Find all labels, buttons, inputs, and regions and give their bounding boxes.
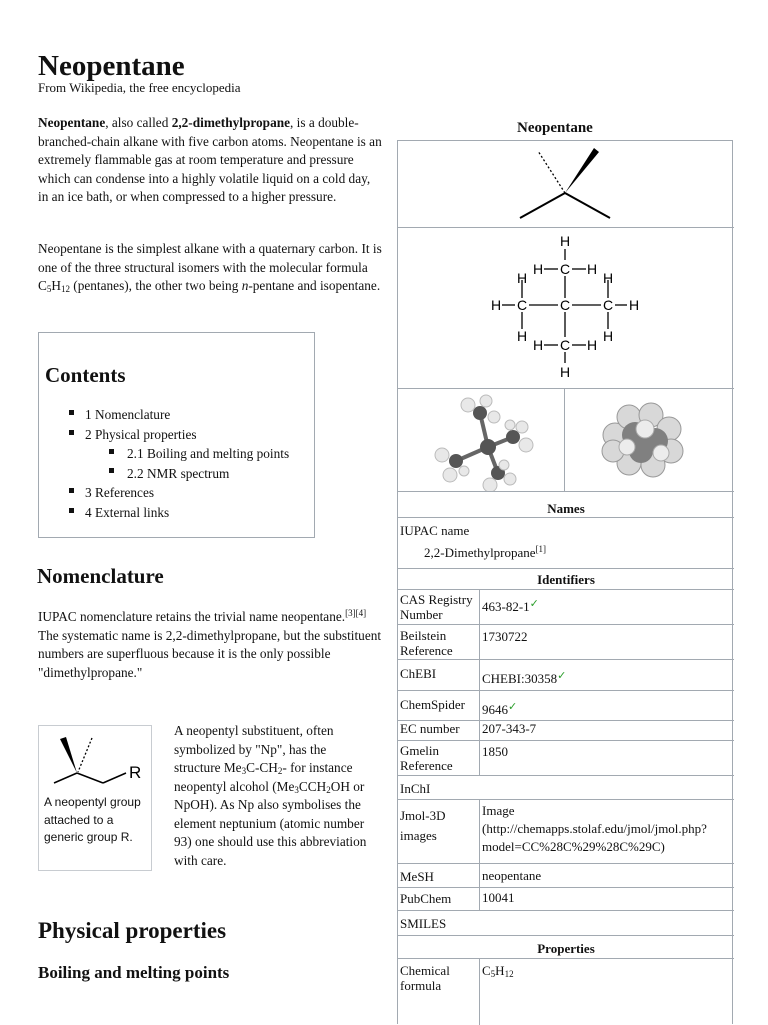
toc-item-external-links[interactable]: 4 External links	[85, 505, 170, 520]
text: -pentane and isopentane.	[248, 278, 381, 293]
atom-label: H	[532, 261, 544, 277]
subsection-heading-boiling-melting: Boiling and melting points	[38, 963, 230, 982]
structural-formula-image	[398, 228, 732, 388]
iupac-name-label: IUPAC name	[400, 523, 470, 538]
infobox-divider	[398, 958, 734, 959]
subscript: 12	[504, 969, 514, 979]
subscript: 2	[326, 784, 331, 795]
atom-label: H	[628, 297, 640, 313]
infobox-divider	[398, 910, 734, 911]
atom-label: C	[559, 297, 571, 313]
cas-value[interactable]	[482, 595, 539, 616]
infobox-divider	[398, 491, 734, 492]
intro-paragraph	[38, 114, 383, 207]
infobox	[397, 140, 733, 1024]
text: Neopentane is the simplest alkane with a quaternary carbon. It is one of the three structural isomers with the molecular formula C	[38, 241, 382, 293]
neopentyl-paragraph	[174, 722, 374, 870]
check-icon: ✓	[557, 670, 567, 682]
atom-label: C	[516, 297, 528, 313]
subscript: 5	[46, 284, 52, 294]
text: , is a double-branched-chain alkane with five carbon atoms. Neopentane is an extremely flammable gas at room temperature and pressure which can condense into a highly volatile liquid on a cold day, in an ice bath, or when compressed to a higher pressure.	[38, 115, 382, 204]
bullet-icon	[109, 468, 114, 473]
section-heading-nomenclature: Nomenclature	[37, 564, 164, 588]
properties-header: Properties	[537, 941, 595, 956]
inchi-label[interactable]: InChI	[400, 781, 431, 796]
iupac-name-value	[424, 545, 644, 560]
subscript: 3	[294, 784, 299, 795]
toc-item-references[interactable]: 3 References	[85, 485, 155, 500]
gmelin-label: Gmelin Reference	[400, 743, 453, 773]
citation-link[interactable]: [3][4]	[345, 608, 367, 618]
smiles-label[interactable]: SMILES	[400, 916, 447, 931]
bullet-icon	[69, 430, 74, 435]
beilstein-value: 1730722	[482, 629, 528, 644]
subscript: 5	[490, 969, 496, 979]
atom-label: H	[559, 233, 571, 249]
infobox-divider	[398, 935, 734, 936]
text: The systematic name is 2,2-dimethylpropane, but the substituent numbers are superfluous because it is the only possible "dimethylpropane."	[38, 627, 382, 680]
section-heading-physical-properties: Physical properties	[38, 918, 227, 943]
toc-item-nomenclature[interactable]: 1 Nomenclature	[85, 407, 171, 422]
text: C-CH	[246, 760, 278, 775]
infobox-column-divider	[479, 799, 480, 910]
text: H	[51, 278, 61, 293]
text: - for instance neopentyl alcohol (Me	[174, 760, 353, 794]
chemical-formula-value	[482, 962, 514, 980]
infobox-divider	[398, 690, 734, 691]
text: 463-82-1	[482, 599, 530, 614]
toc-item-boiling-melting[interactable]: 2.1 Boiling and melting points	[127, 446, 290, 461]
pubchem-value[interactable]: 10041	[482, 890, 515, 905]
gmelin-value: 1850	[482, 744, 508, 759]
infobox-divider	[398, 740, 734, 741]
text: CCH	[298, 778, 327, 794]
text: 9646	[482, 702, 508, 717]
infobox-title: Neopentane	[517, 120, 593, 136]
atom-label: H	[516, 270, 528, 286]
bullet-icon	[69, 508, 74, 513]
infobox-divider	[398, 775, 734, 776]
atom-label: H	[586, 337, 598, 353]
neopentyl-structure-image	[39, 726, 151, 792]
toc-item-nmr[interactable]: 2.2 NMR spectrum	[127, 466, 230, 481]
chemical-formula-label: Chemical formula	[400, 963, 450, 993]
names-header: Names	[547, 501, 585, 516]
ball-and-stick-model-image	[398, 389, 564, 491]
atom-label: C	[559, 337, 571, 353]
toc-title: Contents	[45, 363, 126, 387]
nomenclature-paragraph	[38, 608, 383, 682]
atom-label: H	[490, 297, 502, 313]
atom-label: H	[602, 328, 614, 344]
text: OH or NpOH). As Np also symbolises the element neptunium (atomic number 93) one should use this abbreviation with care.	[174, 778, 367, 868]
subscript: 2	[277, 766, 283, 776]
neopentyl-thumbnail	[38, 725, 152, 871]
bullet-icon	[109, 449, 114, 454]
mesh-label: MeSH	[400, 869, 434, 884]
identifiers-header: Identifiers	[537, 572, 595, 587]
bullet-icon	[69, 410, 74, 415]
infobox-divider	[398, 799, 734, 800]
chemspider-value[interactable]	[482, 698, 517, 719]
infobox-divider	[398, 659, 734, 660]
infobox-divider	[398, 887, 734, 888]
text: 2,2-Dimethylpropane	[424, 545, 536, 560]
subscript: 3	[241, 766, 247, 776]
beilstein-label: Beilstein Reference	[400, 628, 453, 658]
atom-label: H	[532, 337, 544, 353]
bullet-icon	[69, 488, 74, 493]
chebi-label: ChEBI	[400, 666, 437, 681]
text: IUPAC nomenclature retains the trivial name neopentane.	[38, 609, 346, 624]
atom-label: H	[586, 261, 598, 277]
toc-item-physical-properties[interactable]: 2 Physical properties	[85, 427, 197, 442]
atom-label: H	[559, 364, 571, 380]
text: A neopentyl substituent, often symbolized by "Np", has the structure Me	[174, 723, 334, 775]
skeletal-formula-image	[398, 141, 732, 227]
page-title: Neopentane	[38, 50, 185, 82]
bold-term: 2,2-dimethylpropane	[171, 115, 291, 130]
infobox-divider	[398, 517, 734, 518]
italic-text: n	[241, 278, 249, 293]
infobox-divider	[398, 624, 734, 625]
text: C	[482, 963, 491, 978]
chemspider-label: ChemSpider	[400, 697, 465, 712]
text: H	[495, 963, 505, 978]
atom-label: C	[602, 297, 614, 313]
cas-label: CAS Registry Number	[400, 592, 473, 622]
jmol-link-label[interactable]: Image	[482, 803, 515, 818]
check-icon: ✓	[529, 598, 539, 610]
check-icon: ✓	[508, 701, 518, 713]
text: CHEBI:30358	[482, 671, 558, 686]
infobox-divider	[398, 568, 734, 569]
jmol-value[interactable]	[482, 802, 707, 856]
atom-label: H	[602, 270, 614, 286]
atom-label: C	[559, 261, 571, 277]
citation-link[interactable]: [1]	[535, 544, 547, 554]
jmol-url-line[interactable]: (http://chemapps.stolaf.edu/jmol/jmol.php?	[482, 821, 707, 836]
table-of-contents	[38, 332, 315, 538]
chebi-value[interactable]	[482, 667, 566, 688]
infobox-column-divider	[479, 589, 480, 775]
jmol-label: Jmol-3D images	[400, 808, 446, 843]
jmol-url-line[interactable]: model=CC%28C%29%28C%29C)	[482, 839, 665, 854]
pubchem-label: PubChem	[400, 891, 452, 906]
thumbnail-caption: A neopentyl group attached to a generic group R.	[44, 795, 141, 844]
isomer-paragraph	[38, 240, 383, 296]
mesh-value[interactable]: neopentane	[482, 868, 542, 883]
infobox-column-divider	[479, 958, 480, 1025]
infobox-divider	[398, 863, 734, 864]
subscript: 12	[60, 284, 70, 294]
tagline: From Wikipedia, the free encyclopedia	[38, 80, 241, 95]
r-group-label: R	[129, 763, 142, 782]
text: , also called	[105, 115, 172, 130]
space-filling-model-image	[565, 389, 733, 491]
infobox-divider	[398, 589, 734, 590]
atom-label: H	[516, 328, 528, 344]
ec-number-label: EC number	[400, 721, 460, 736]
bold-term: Neopentane	[38, 115, 106, 130]
ec-number-value: 207-343-7	[482, 721, 537, 736]
text: (pentanes), the other two being	[69, 278, 242, 293]
